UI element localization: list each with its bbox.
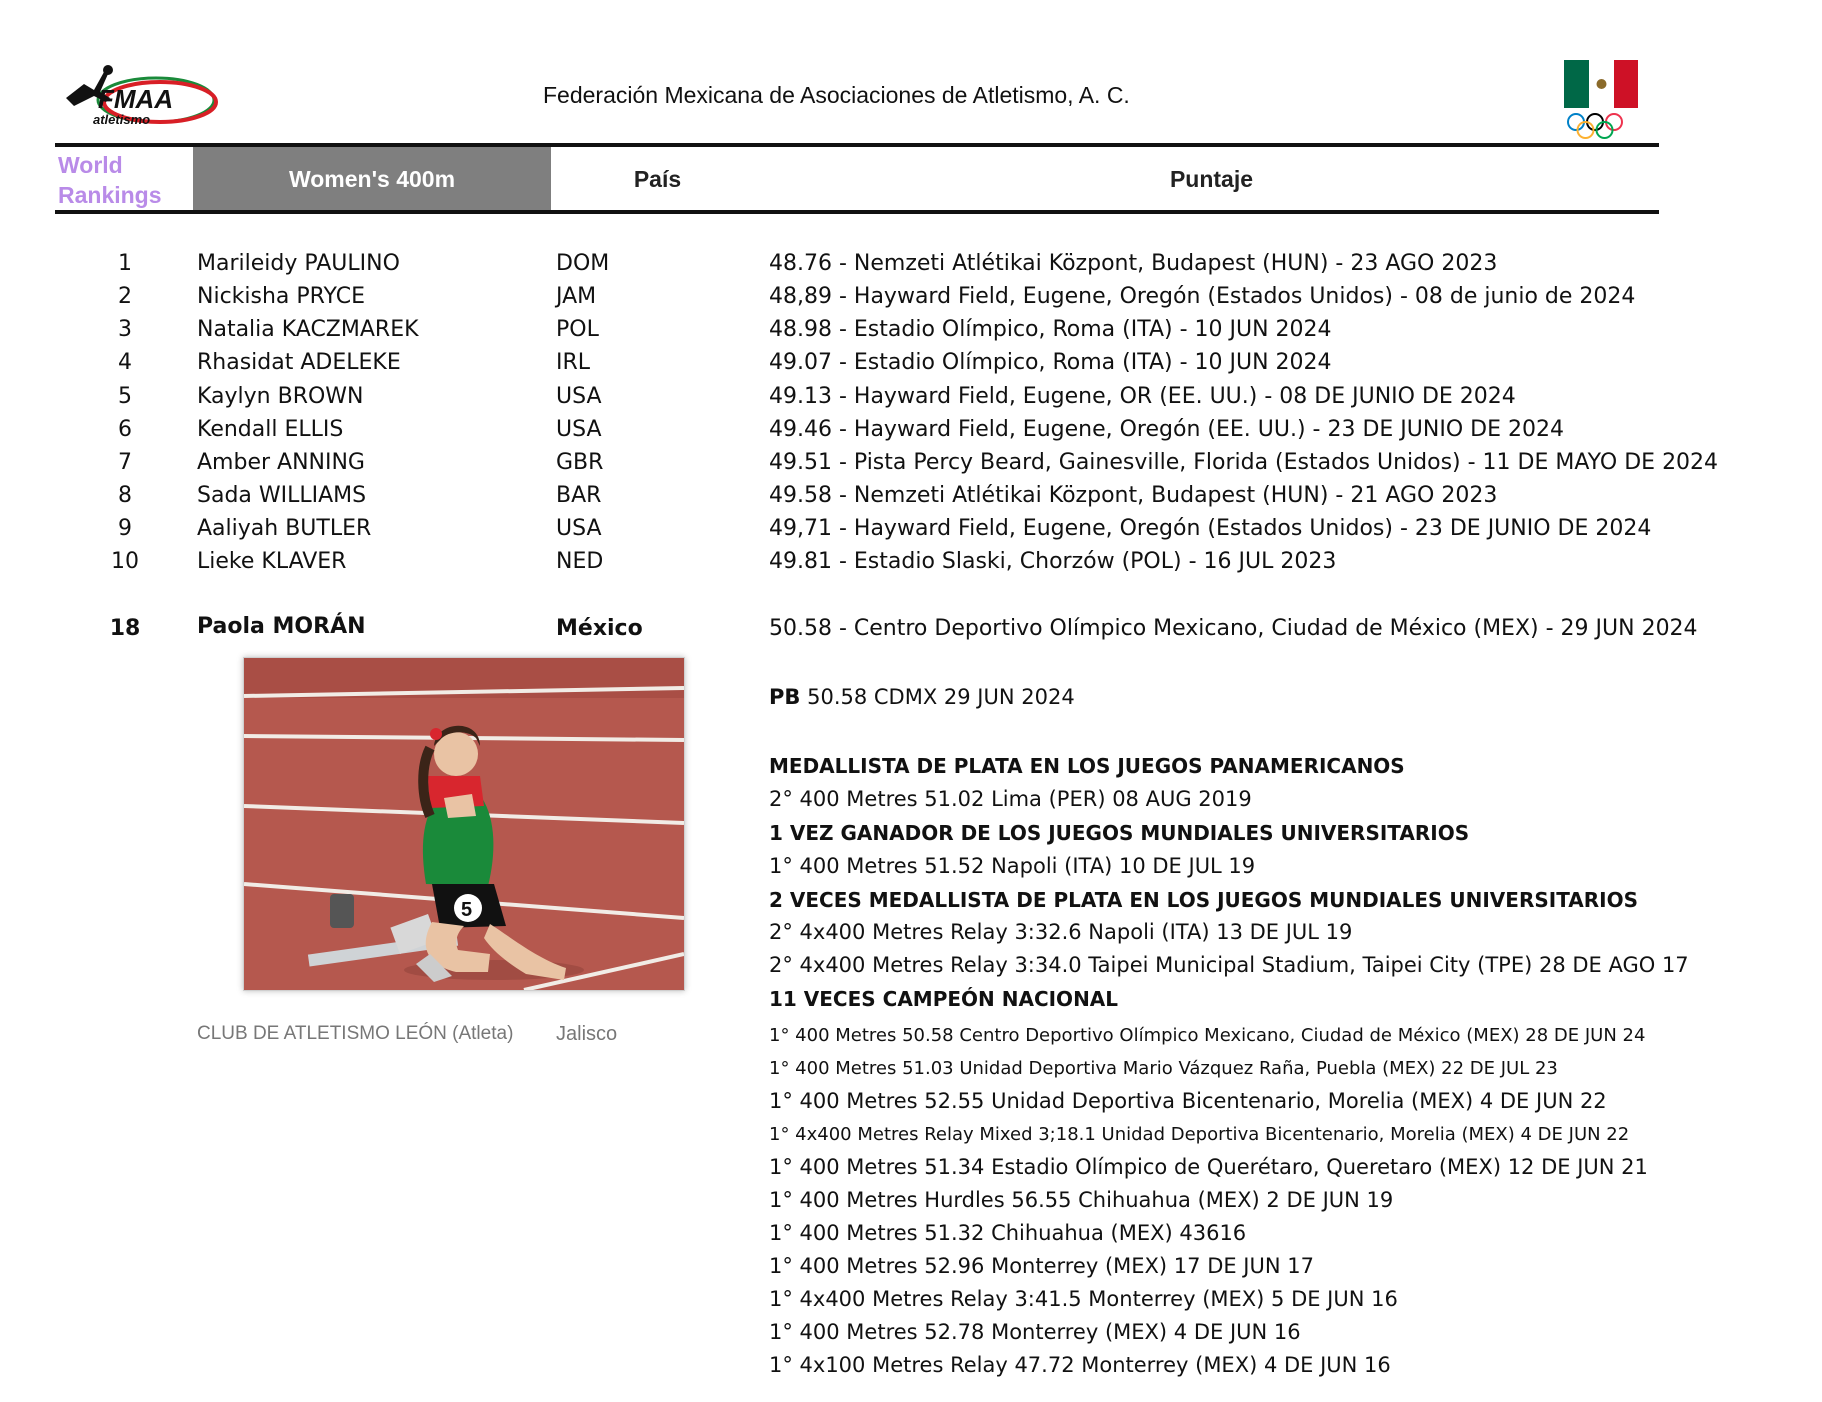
score-header: Puntaje bbox=[1169, 165, 1254, 192]
performance: 48,89 - Hayward Field, Eugene, Oregón (Estados Unidos) - 08 de junio de 2024 bbox=[769, 284, 1636, 309]
rank: 6 bbox=[118, 417, 132, 442]
pb-label: PB bbox=[769, 685, 801, 709]
achievement-line: 2° 400 Metres 51.02 Lima (PER) 08 AUG 2019 bbox=[769, 787, 1252, 811]
athlete-name: Sada WILLIAMS bbox=[197, 483, 367, 508]
rank: 9 bbox=[118, 516, 132, 541]
featured-performance: 50.58 - Centro Deportivo Olímpico Mexicano, Ciudad de México (MEX) - 29 JUN 2024 bbox=[769, 616, 1698, 641]
national-title: 1° 4x400 Metres Relay Mixed 3;18.1 Unidad Deportiva Bicentenario, Morelia (MEX) 4 DE JUN 22 bbox=[769, 1124, 1630, 1145]
featured-country: México bbox=[556, 616, 643, 641]
rank: 8 bbox=[118, 483, 132, 508]
country-code: IRL bbox=[556, 350, 591, 375]
national-title: 1° 400 Metres 52.55 Unidad Deportiva Bicentenario, Morelia (MEX) 4 DE JUN 22 bbox=[769, 1089, 1607, 1113]
national-title: 1° 400 Metres Hurdles 56.55 Chihuahua (MEX) 2 DE JUN 19 bbox=[769, 1188, 1394, 1212]
athlete-name: Rhasidat ADELEKE bbox=[197, 350, 401, 375]
country-code: DOM bbox=[556, 251, 610, 276]
national-title: 1° 400 Metres 52.78 Monterrey (MEX) 4 DE JUN 16 bbox=[769, 1320, 1301, 1344]
event-header: Women's 400m bbox=[193, 147, 551, 211]
achievement-line: 2° 4x400 Metres Relay 3:32.6 Napoli (ITA) 13 DE JUL 19 bbox=[769, 920, 1353, 944]
performance: 49.46 - Hayward Field, Eugene, Oregón (EE. UU.) - 23 DE JUNIO DE 2024 bbox=[769, 417, 1564, 442]
performance: 48.98 - Estadio Olímpico, Roma (ITA) - 10 JUN 2024 bbox=[769, 317, 1332, 342]
athlete-name: Kaylyn BROWN bbox=[197, 384, 364, 409]
achievement-heading: 2 VECES MEDALLISTA DE PLATA EN LOS JUEGOS MUNDIALES UNIVERSITARIOS bbox=[769, 888, 1639, 912]
country-code: USA bbox=[556, 417, 602, 442]
athlete-photo bbox=[243, 657, 685, 991]
rank: 7 bbox=[118, 450, 132, 475]
country-code: BAR bbox=[556, 483, 602, 508]
performance: 49,71 - Hayward Field, Eugene, Oregón (Estados Unidos) - 23 DE JUNIO DE 2024 bbox=[769, 516, 1652, 541]
featured-rank: 18 bbox=[109, 616, 141, 641]
national-title: 1° 4x400 Metres Relay 3:41.5 Monterrey (MEX) 5 DE JUN 16 bbox=[769, 1287, 1398, 1311]
country-code: USA bbox=[556, 516, 602, 541]
world-rankings-label: World Rankings bbox=[58, 152, 162, 208]
national-title: 1° 400 Metres 51.03 Unidad Deportiva Mario Vázquez Raña, Puebla (MEX) 22 DE JUL 23 bbox=[769, 1058, 1558, 1079]
national-title: 1° 400 Metres 50.58 Centro Deportivo Olímpico Mexicano, Ciudad de México (MEX) 28 DE JUN 24 bbox=[769, 1025, 1646, 1046]
achievement-heading: 11 VECES CAMPEÓN NACIONAL bbox=[769, 987, 1119, 1011]
national-title: 1° 400 Metres 51.32 Chihuahua (MEX) 43616 bbox=[769, 1221, 1247, 1245]
mexico-flag-icon bbox=[1562, 60, 1640, 142]
page-title: Federación Mexicana de Asociaciones de Atletismo, A. C. bbox=[543, 82, 1130, 108]
pb-value: 50.58 CDMX 29 JUN 2024 bbox=[807, 685, 1075, 709]
fmaa-logo-icon bbox=[60, 64, 220, 130]
athlete-name: Kendall ELLIS bbox=[197, 417, 344, 442]
achievement-line: 1° 400 Metres 51.52 Napoli (ITA) 10 DE JUL 19 bbox=[769, 854, 1256, 878]
national-title: 1° 400 Metres 51.34 Estadio Olímpico de Querétaro, Queretaro (MEX) 12 DE JUN 21 bbox=[769, 1155, 1648, 1179]
svg-text:5: 5 bbox=[461, 899, 473, 921]
rank: 1 bbox=[118, 251, 132, 276]
athlete-photo-image bbox=[244, 658, 684, 990]
rank: 4 bbox=[118, 350, 132, 375]
performance: 49.58 - Nemzeti Atlétikai Központ, Budapest (HUN) - 21 AGO 2023 bbox=[769, 483, 1498, 508]
athlete-state: Jalisco bbox=[556, 1023, 618, 1045]
athlete-name: Natalia KACZMAREK bbox=[197, 317, 419, 342]
performance: 49.81 - Estadio Slaski, Chorzów (POL) - 16 JUL 2023 bbox=[769, 549, 1337, 574]
country-code: POL bbox=[556, 317, 599, 342]
country-code: USA bbox=[556, 384, 602, 409]
performance: 49.51 - Pista Percy Beard, Gainesville, Florida (Estados Unidos) - 11 DE MAYO DE 2024 bbox=[769, 450, 1719, 475]
country-code: GBR bbox=[556, 450, 604, 475]
national-title: 1° 4x100 Metres Relay 47.72 Monterrey (MEX) 4 DE JUN 16 bbox=[769, 1353, 1391, 1377]
athlete-name: Nickisha PRYCE bbox=[197, 284, 366, 309]
svg-text:atletismo: atletismo bbox=[93, 112, 151, 127]
athlete-club: CLUB DE ATLETISMO LEÓN (Atleta) bbox=[197, 1023, 514, 1044]
personal-best bbox=[769, 685, 1075, 709]
header-bottom-rule bbox=[55, 210, 1659, 214]
svg-text:FMAA: FMAA bbox=[98, 84, 174, 114]
achievement-heading: MEDALLISTA DE PLATA EN LOS JUEGOS PANAMERICANOS bbox=[769, 754, 1405, 778]
rank: 3 bbox=[118, 317, 132, 342]
achievement-line: 2° 4x400 Metres Relay 3:34.0 Taipei Municipal Stadium, Taipei City (TPE) 28 DE AGO 17 bbox=[769, 953, 1689, 977]
performance: 49.07 - Estadio Olímpico, Roma (ITA) - 10 JUN 2024 bbox=[769, 350, 1332, 375]
country-code: JAM bbox=[556, 284, 597, 309]
athlete-name: Amber ANNING bbox=[197, 450, 365, 475]
mexico-olympic-flag bbox=[1562, 60, 1640, 142]
athlete-name: Marileidy PAULINO bbox=[197, 251, 400, 276]
rank: 10 bbox=[111, 549, 139, 574]
performance: 48.76 - Nemzeti Atlétikai Központ, Budapest (HUN) - 23 AGO 2023 bbox=[769, 251, 1498, 276]
rank: 2 bbox=[118, 284, 132, 309]
athlete-name: Aaliyah BUTLER bbox=[197, 516, 372, 541]
athlete-name: Lieke KLAVER bbox=[197, 549, 347, 574]
fmaa-logo bbox=[60, 64, 220, 130]
country-code: NED bbox=[556, 549, 604, 574]
rank: 5 bbox=[118, 384, 132, 409]
achievement-heading: 1 VEZ GANADOR DE LOS JUEGOS MUNDIALES UNIVERSITARIOS bbox=[769, 821, 1470, 845]
performance: 49.13 - Hayward Field, Eugene, OR (EE. UU.) - 08 DE JUNIO DE 2024 bbox=[769, 384, 1516, 409]
featured-athlete-name: Paola MORÁN bbox=[197, 614, 366, 639]
country-header: País bbox=[633, 165, 682, 192]
national-title: 1° 400 Metres 52.96 Monterrey (MEX) 17 DE JUN 17 bbox=[769, 1254, 1314, 1278]
